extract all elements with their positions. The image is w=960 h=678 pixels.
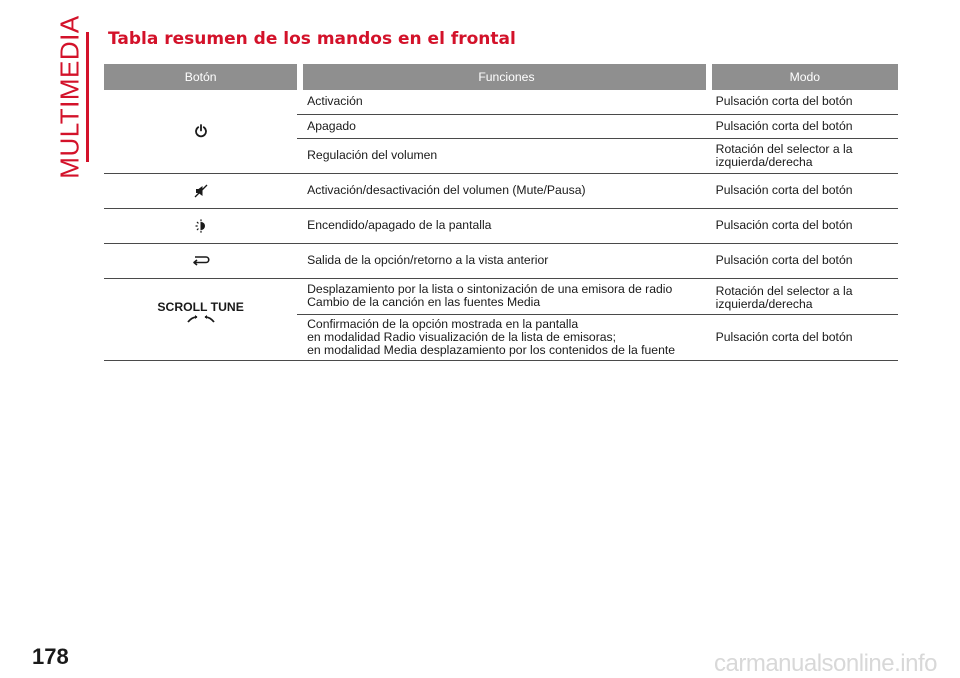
- function-cell: Activación/desactivación del volumen (Mute/Pausa): [303, 173, 706, 208]
- function-cell: Regulación del volumen: [303, 138, 706, 173]
- button-cell: [104, 243, 297, 278]
- function-cell: [303, 278, 706, 314]
- table-header-row: [104, 64, 898, 90]
- controls-summary-table: [104, 64, 898, 361]
- rotary-knob-icon: [186, 314, 216, 324]
- mode-cell: [712, 138, 898, 173]
- mute-icon: [194, 184, 208, 198]
- function-cell: Salida de la opción/retorno a la vista anterior: [303, 243, 706, 278]
- header-modo: Modo: [712, 64, 898, 90]
- section-rule: [86, 32, 89, 162]
- mode-line: Rotación del selector a la: [715, 283, 853, 298]
- mode-cell: Pulsación corta del botón: [712, 114, 898, 138]
- table-row: [104, 278, 898, 314]
- function-cell: Apagado: [303, 114, 706, 138]
- function-line: en modalidad Radio visualización de la lista de emisoras;: [307, 329, 617, 344]
- function-line: Cambio de la canción en las fuentes Media: [307, 295, 541, 309]
- mode-cell: Pulsación corta del botón: [712, 208, 898, 243]
- scroll-tune-label: SCROLL TUNE: [157, 299, 244, 314]
- table-row: [104, 90, 898, 114]
- display-brightness-icon: [194, 219, 208, 233]
- footer-watermark: carmanualsonline.info: [714, 650, 937, 677]
- mode-cell: Pulsación corta del botón: [712, 243, 898, 278]
- mode-cell: Pulsación corta del botón: [712, 90, 898, 114]
- table-row: [104, 208, 898, 243]
- button-cell: [104, 278, 297, 360]
- function-cell: Encendido/apagado de la pantalla: [303, 208, 706, 243]
- header-funciones: Funciones: [303, 64, 706, 90]
- mode-line: izquierda/derecha: [715, 154, 813, 169]
- function-line: Desplazamiento por la lista o sintonización de una emisora de radio: [307, 282, 673, 296]
- function-cell: Activación: [303, 90, 706, 114]
- mode-line: Rotación del selector a la: [715, 141, 853, 156]
- function-line: Confirmación de la opción mostrada en la pantalla: [307, 316, 579, 331]
- button-cell: [104, 90, 297, 173]
- function-cell: [303, 314, 706, 360]
- table-row: [104, 243, 898, 278]
- mode-cell: [712, 278, 898, 314]
- section-label-text: MULTIMEDIA: [54, 15, 85, 179]
- mode-cell: Pulsación corta del botón: [712, 173, 898, 208]
- power-icon: [194, 124, 208, 138]
- mode-line: izquierda/derecha: [715, 296, 813, 311]
- button-cell: [104, 208, 297, 243]
- button-cell: [104, 173, 297, 208]
- section-label: [54, 15, 85, 179]
- mode-cell: Pulsación corta del botón: [712, 314, 898, 360]
- table-row: [104, 173, 898, 208]
- function-line: en modalidad Media desplazamiento por los contenidos de la fuente: [307, 342, 676, 357]
- back-arrow-icon: [192, 255, 210, 267]
- page-title: Tabla resumen de los mandos en el frontal: [108, 29, 516, 49]
- header-boton: Botón: [104, 64, 297, 90]
- page-number: 178: [32, 644, 69, 669]
